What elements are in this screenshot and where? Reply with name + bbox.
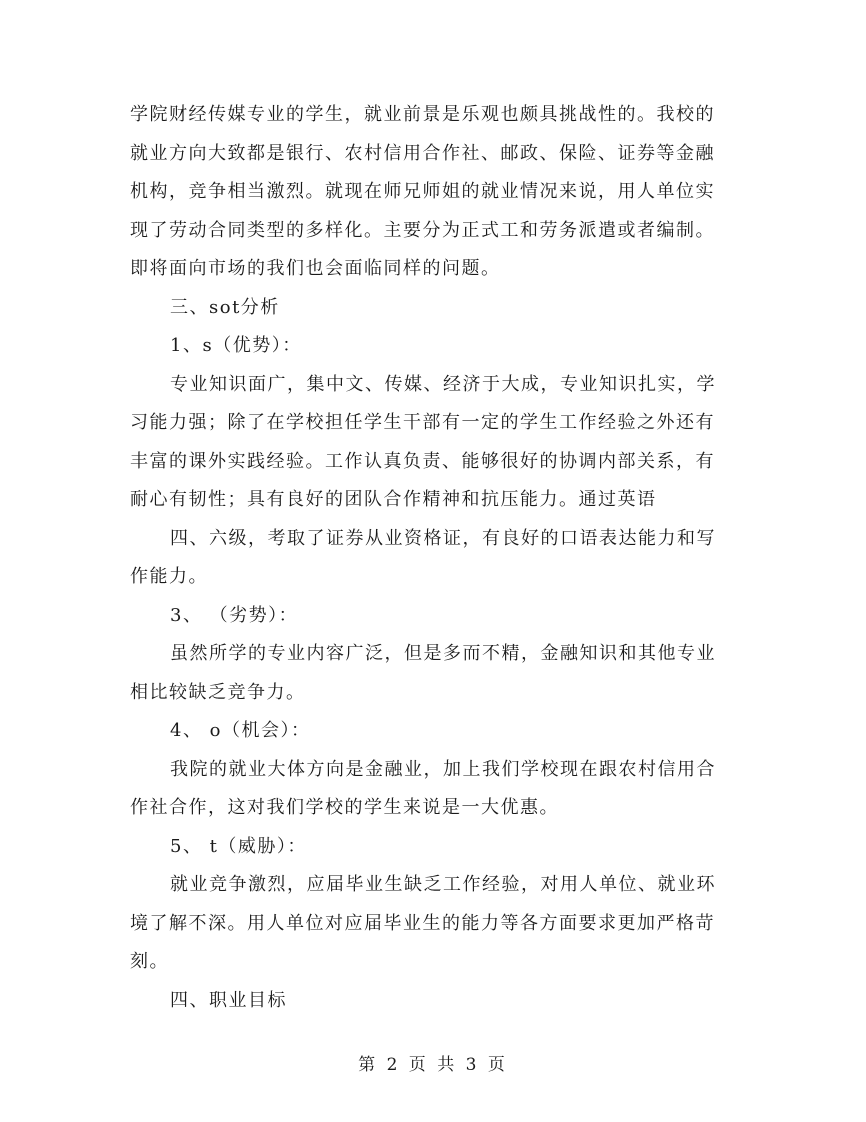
- section-heading-sot: 三、sot分析: [170, 296, 280, 318]
- subheading-threats: 5、 t（威胁）：: [170, 835, 307, 857]
- subheading-opportunities: 4、 o（机会）：: [170, 720, 311, 741]
- text-line: 学院财经传媒专业的学生，就业前景是乐观也颇具挑战性的。我校的: [130, 104, 715, 125]
- text-line: 耐心有韧性；具有良好的团队合作精神和抗压能力。通过英语: [130, 489, 657, 510]
- text-line: 虽然所学的专业内容广泛，但是多而不精，金融知识和其他专业: [170, 643, 716, 664]
- text-line: 作能力。: [130, 566, 208, 587]
- text-line: 就业方向大致都是银行、农村信用合作社、邮政、保险、证券等金融: [130, 142, 715, 164]
- section-heading-career-goals: 四、职业目标: [170, 989, 287, 1011]
- text-line: 刻。: [130, 951, 169, 972]
- text-line: 作社合作，这对我们学校的学生来说是一大优惠。: [130, 797, 559, 818]
- text-line: 习能力强；除了在学校担任学生干部有一定的学生工作经验之外还有: [130, 412, 715, 433]
- text-line: 境了解不深。用人单位对应届毕业生的能力等各方面要求更加严格苛: [130, 912, 715, 934]
- text-line: 丰富的课外实践经验。工作认真负责、能够很好的协调内部关系，有: [130, 450, 715, 472]
- text-line: 即将面向市场的我们也会面临同样的问题。: [130, 258, 501, 279]
- subheading-strengths: 1、s（优势）：: [170, 335, 302, 356]
- text-line: 四、六级，考取了证券从业资格证，有良好的口语表达能力和写: [170, 527, 716, 549]
- document-body: [130, 96, 730, 1020]
- text-line: 就业竞争激烈，应届毕业生缺乏工作经验，对用人单位、就业环: [170, 874, 716, 895]
- page-number: 第 2 页 共 3 页: [358, 1055, 508, 1075]
- text-line: 相比较缺乏竞争力。: [130, 681, 306, 703]
- subheading-weaknesses: 3、 （劣势）：: [170, 604, 299, 626]
- text-line: 现了劳动合同类型的多样化。主要分为正式工和劳务派遣或者编制。: [130, 219, 715, 241]
- text-line: 我院的就业大体方向是金融业，加上我们学校现在跟农村信用合: [170, 758, 716, 780]
- text-line: 机构，竞争相当激烈。就现在师兄师姐的就业情况来说，用人单位实: [130, 181, 715, 202]
- text-line: 专业知识面广，集中文、传媒、经济于大成，专业知识扎实，学: [170, 373, 716, 395]
